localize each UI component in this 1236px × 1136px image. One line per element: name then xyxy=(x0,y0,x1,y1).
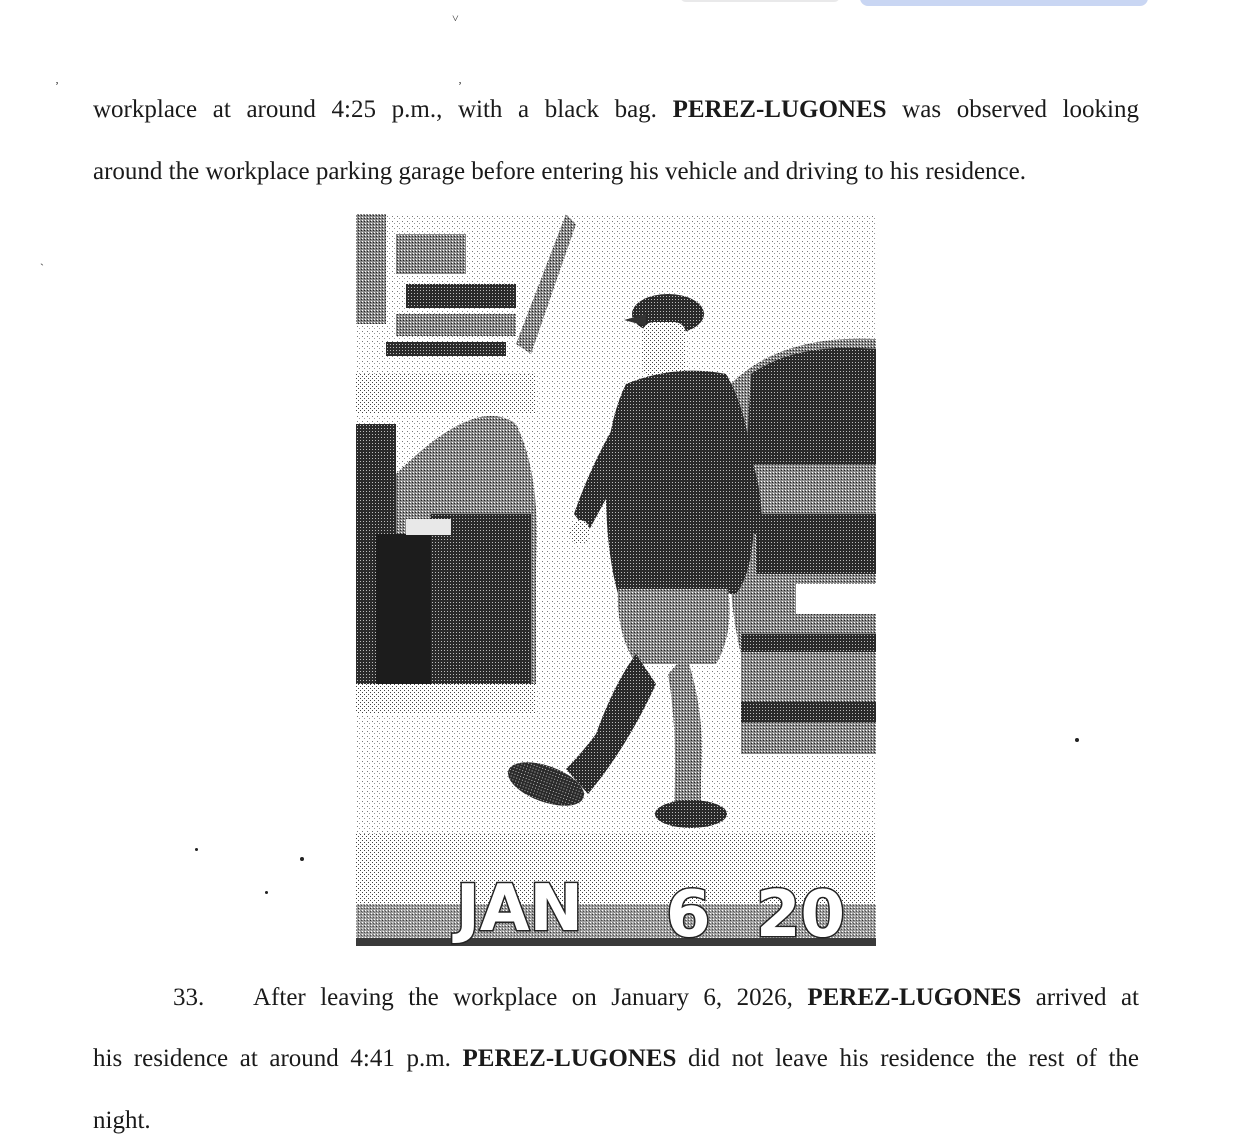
scan-mark: ˋ xyxy=(40,261,44,275)
surveillance-photo xyxy=(356,214,876,946)
body-text-line: his residence at around 4:41 p.m. PEREZ-LUGONES did not leave his residence the rest of the xyxy=(93,1045,1139,1072)
scan-mark: ˅ xyxy=(452,11,459,25)
timestamp-day: 6 xyxy=(666,878,711,946)
defendant-name: PEREZ-LUGONES xyxy=(462,1045,677,1072)
defendant-name: PEREZ-LUGONES xyxy=(672,96,887,123)
body-text-line: workplace at around 4:25 p.m., with a black bag. PEREZ-LUGONES was observed looking xyxy=(93,96,1139,123)
scan-mark: ʼ xyxy=(458,79,462,93)
scan-mark: ʼ xyxy=(55,79,59,93)
scan-dot xyxy=(300,857,304,861)
left-vehicle xyxy=(356,416,537,714)
timestamp-month: JAN xyxy=(456,872,583,946)
timestamp-year: 20 xyxy=(756,878,846,946)
scan-dot xyxy=(195,848,198,851)
browser-tab-left xyxy=(680,0,840,2)
scan-dot xyxy=(265,891,268,894)
body-text-line: After leaving the workplace on January 6, 2026, PEREZ-LUGONES arrived at xyxy=(253,984,1139,1011)
paragraph-number: 33. xyxy=(173,984,205,1011)
scan-dot xyxy=(1075,738,1079,742)
body-text-line: night. xyxy=(93,1107,151,1134)
body-text-line: around the workplace parking garage before entering his vehicle and driving to his residence. xyxy=(93,158,1026,185)
browser-tab-right xyxy=(860,0,1148,6)
defendant-name: PEREZ-LUGONES xyxy=(807,984,1022,1011)
